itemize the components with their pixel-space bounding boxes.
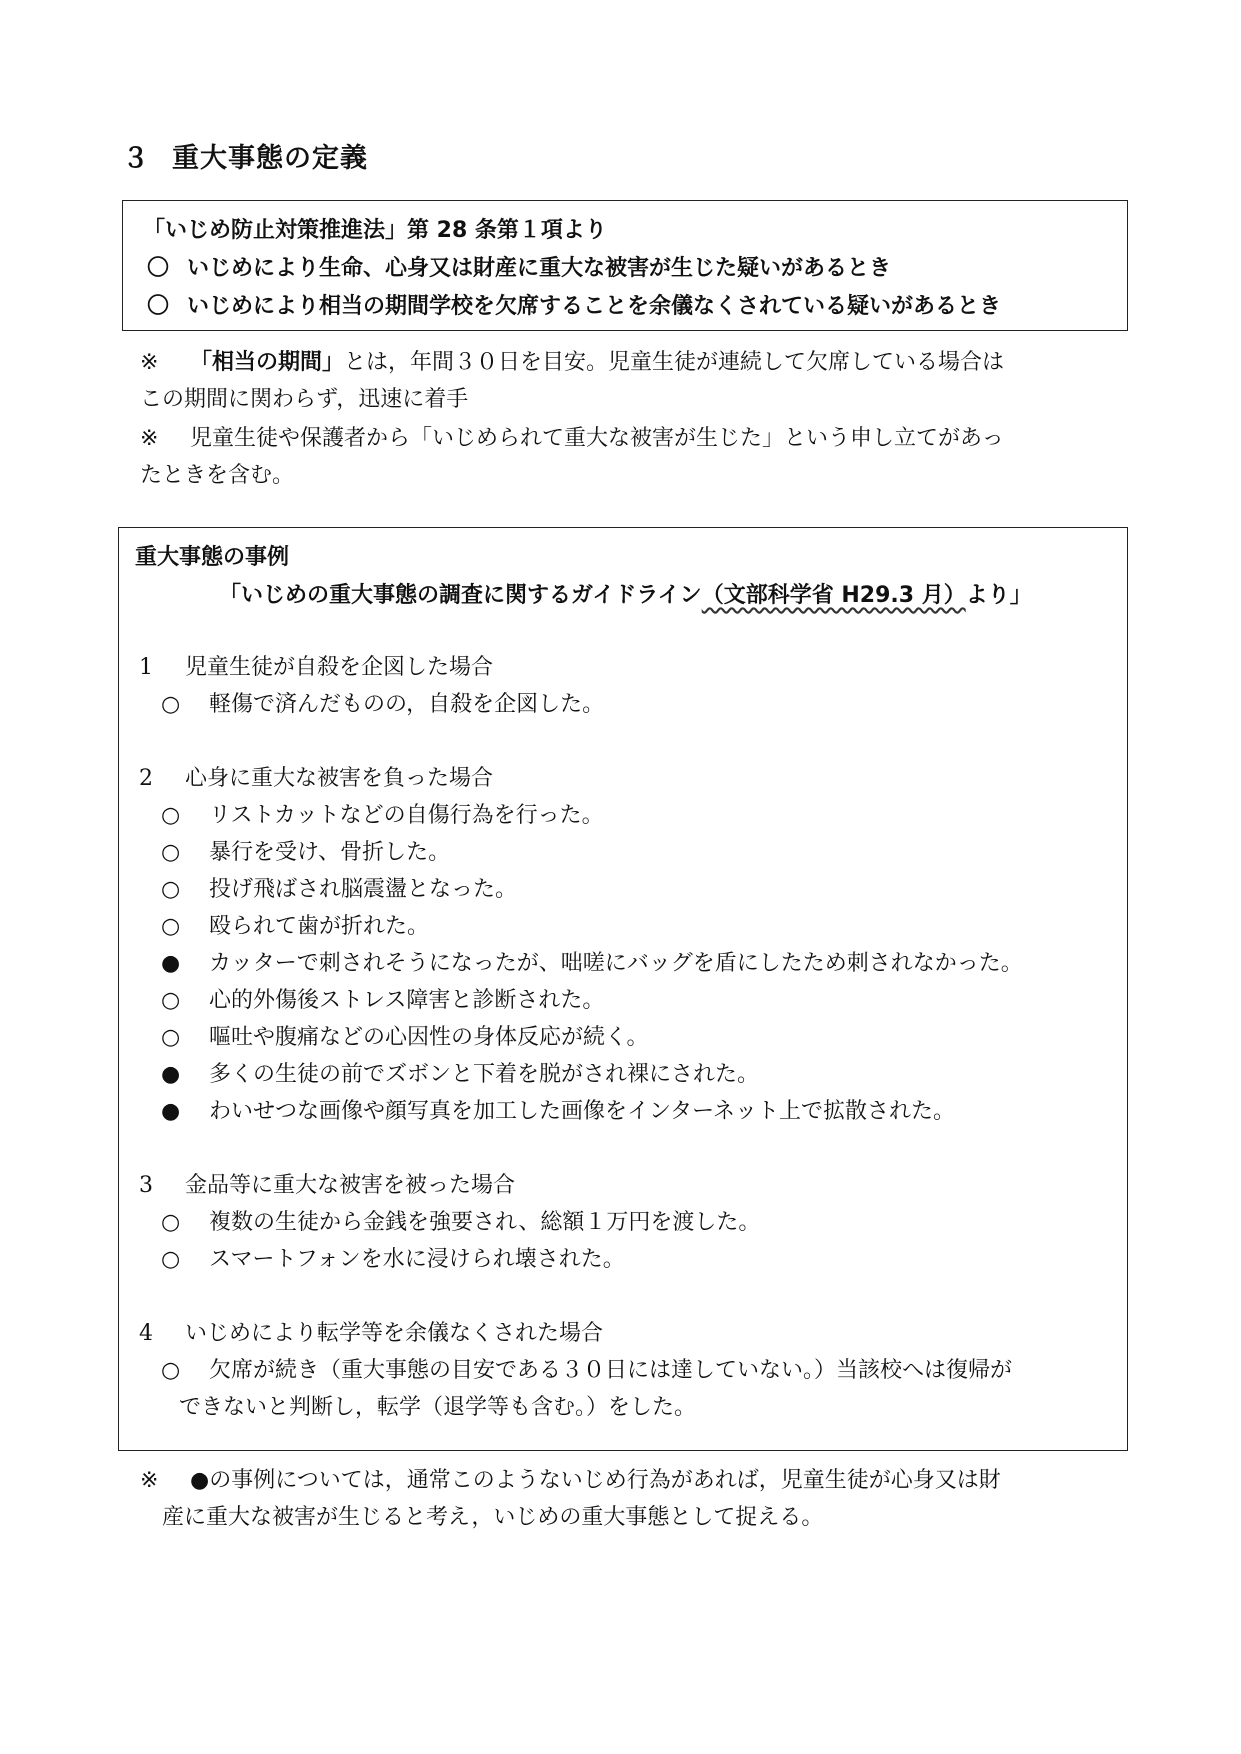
example-text: わいせつな画像や顔写真を加工した画像をインターネット上で拡散された。	[209, 1099, 956, 1124]
example-text: スマートフォンを水に浸けられ壊された。	[209, 1247, 625, 1272]
note-1-bold-term: 「相当の期間」	[190, 350, 345, 375]
law-item-2	[147, 289, 1001, 320]
footer-note	[140, 1462, 1001, 1536]
example-text: カッターで刺されそうになったが、咄嗟にバッグを盾にしたため刺されなかった。	[209, 951, 1023, 976]
example-text: 投げ飛ばされ脳震盪となった。	[209, 877, 518, 902]
example-text: 心的外傷後ストレス障害と診断された。	[209, 988, 605, 1013]
note-2-line-1: 児童生徒や保護者から「いじめられて重大な被害が生じた」という申し立てがあっ	[190, 426, 1004, 451]
example-item	[161, 1353, 1012, 1384]
definition-notes	[140, 344, 1004, 494]
open-circle-bullet-icon: ○	[161, 1358, 181, 1383]
section-title: 重大事態の定義	[172, 143, 368, 174]
reference-mark-icon: ※	[140, 426, 159, 451]
example-item	[161, 983, 604, 1014]
examples-source	[219, 578, 1032, 609]
footer-note-line-1	[140, 1462, 1001, 1499]
example-item	[161, 1242, 625, 1273]
note-1-line-2: この期間に関わらず，迅速に着手	[140, 387, 469, 412]
open-circle-bullet-icon: ○	[161, 1210, 181, 1235]
open-circle-bullet-icon: ○	[161, 1025, 181, 1050]
section-title: 児童生徒が自殺を企図した場合	[185, 655, 494, 680]
footer-note-line-2: 産に重大な被害が生じると考え，いじめの重大事態として捉える。	[162, 1505, 824, 1530]
open-circle-bullet-icon: ○	[161, 914, 181, 939]
footer-note-text: ●の事例については，通常このようないじめ行為があれば，児童生徒が心身又は財	[190, 1468, 1001, 1493]
reference-mark-icon: ※	[140, 1468, 159, 1493]
circle-mark-icon: 〇	[147, 256, 170, 281]
filled-circle-bullet-icon: ●	[161, 1062, 181, 1087]
example-item	[161, 798, 604, 829]
example-text: 殴られて歯が折れた。	[209, 914, 430, 939]
example-text: 欠席が続き（重大事態の目安である３０日には達していない。）当該校へは復帰が	[209, 1358, 1013, 1383]
note-2-line-2: たときを含む。	[140, 463, 295, 488]
note-1-line-1: とは，年間３０日を目安。児童生徒が連続して欠席している場合は	[344, 350, 1005, 375]
section-number: 3	[139, 1173, 153, 1198]
example-item	[161, 687, 604, 718]
example-text-continued: できないと判断し，転学（退学等も含む。）をした。	[179, 1395, 697, 1420]
example-text: 多くの生徒の前でズボンと下着を脱がされ裸にされた。	[209, 1062, 760, 1087]
example-item	[161, 909, 429, 940]
law-definition-box	[122, 200, 1128, 331]
example-item-serious	[161, 1057, 759, 1088]
examples-source-wavy: （文部科学省 H29.3 月）	[701, 583, 966, 608]
section-title: 金品等に重大な被害を被った場合	[185, 1173, 516, 1198]
law-source: 「いじめ防止対策推進法」第 28 条第１項より	[143, 218, 607, 243]
example-section-3-heading	[139, 1168, 515, 1199]
open-circle-bullet-icon: ○	[161, 988, 181, 1013]
example-text: リストカットなどの自傷行為を行った。	[209, 803, 604, 828]
open-circle-bullet-icon: ○	[161, 840, 181, 865]
note-1	[140, 344, 1004, 381]
example-item-serious	[161, 1094, 955, 1125]
example-section-4-heading	[139, 1316, 603, 1347]
open-circle-bullet-icon: ○	[161, 692, 181, 717]
law-item-1	[147, 251, 891, 282]
section-heading	[122, 136, 368, 175]
examples-box	[118, 527, 1128, 1451]
example-item-serious	[161, 946, 1023, 977]
circle-mark-icon: 〇	[147, 294, 170, 319]
example-section-2-heading	[139, 761, 493, 792]
section-number: 2	[139, 766, 153, 791]
example-item	[161, 1020, 649, 1051]
section-number: 4	[139, 1321, 153, 1346]
section-title: いじめにより転学等を余儀なくされた場合	[185, 1321, 604, 1346]
filled-circle-bullet-icon: ●	[161, 1099, 181, 1124]
section-title: 心身に重大な被害を負った場合	[185, 766, 494, 791]
examples-source-prefix: 「いじめの重大事態の調査に関するガイドライン	[219, 583, 702, 608]
examples-title: 重大事態の事例	[135, 545, 290, 570]
section-number: ３	[122, 143, 150, 174]
open-circle-bullet-icon: ○	[161, 877, 181, 902]
reference-mark-icon: ※	[140, 350, 159, 375]
open-circle-bullet-icon: ○	[161, 803, 181, 828]
open-circle-bullet-icon: ○	[161, 1247, 181, 1272]
example-text: 複数の生徒から金銭を強要され、総額１万円を渡した。	[209, 1210, 761, 1235]
example-text: 暴行を受け、骨折した。	[209, 840, 451, 865]
note-2	[140, 420, 1004, 457]
example-item	[161, 872, 517, 903]
example-text: 嘔吐や腹痛などの心因性の身体反応が続く。	[209, 1025, 649, 1050]
example-item	[161, 1205, 760, 1236]
example-text: 軽傷で済んだものの，自殺を企図した。	[209, 692, 605, 717]
section-number: 1	[139, 655, 153, 680]
law-item-text: いじめにより相当の期間学校を欠席することを余儀なくされている疑いがあるとき	[187, 294, 1002, 319]
example-section-1-heading	[139, 650, 493, 681]
example-item	[161, 835, 450, 866]
law-item-text: いじめにより生命、心身又は財産に重大な被害が生じた疑いがあるとき	[187, 256, 892, 281]
filled-circle-bullet-icon: ●	[161, 951, 181, 976]
examples-source-suffix: より」	[965, 583, 1032, 608]
